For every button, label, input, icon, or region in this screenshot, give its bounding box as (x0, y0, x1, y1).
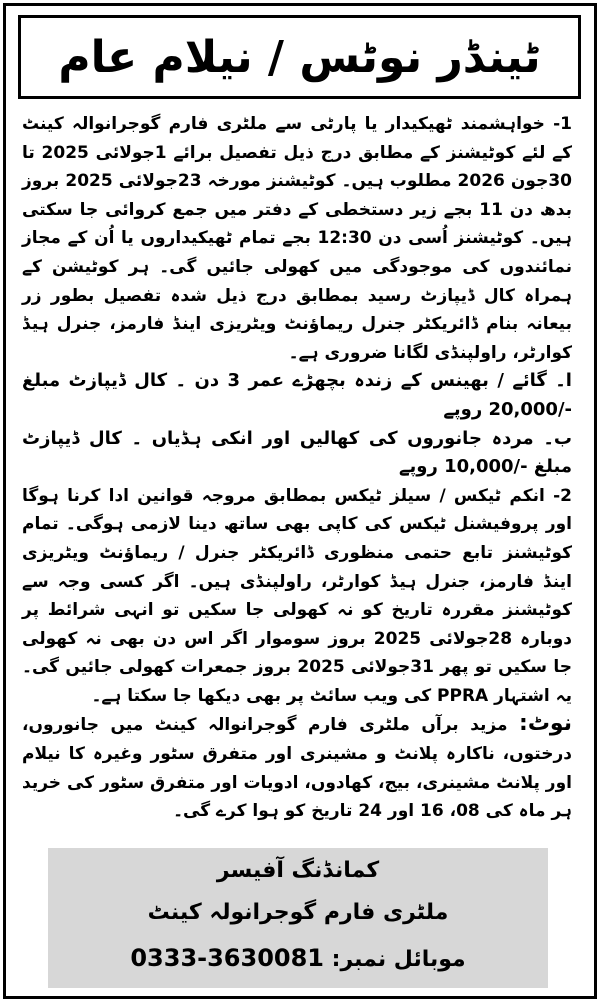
item-a: ا۔ گائے / بھینس کے زندہ بچھڑے عمر 3 دن ۔ کال ڈیپازٹ مبلغ -/20,000 روپے (22, 370, 572, 420)
note-label: نوٹ: (519, 711, 572, 737)
notice-title: ٹینڈر نوٹس / نیلام عام (58, 31, 541, 83)
contact-line (48, 944, 548, 972)
note-text: مزید برآں ملٹری فارم گوجرانوالہ کینٹ میں جانوروں، درختوں، ناکارہ پلانٹ و مشینری اور متفرق سٹور وغیرہ کا نیلام اور پلانٹ مشینری، بیج، کھادوں، ادویات اور متفرق سٹور کی خرید ہر ماہ کی 08، 16 اور 24 تاریخ کو ہوا کرے گی۔ (22, 715, 572, 822)
signature-block (48, 848, 548, 988)
paragraph-2: 2- انکم ٹیکس / سیلز ٹیکس بمطابق مروجہ قوانین ادا کرنا ہوگا اور پروفیشنل ٹیکس کی کاپی بھی ساتھ دینا لازمی ہوگی۔ تمام کوٹیشنز تابع حتمی منظوری ڈائریکٹر جنرل / ریماؤنٹ ویٹریزی اینڈ فارمز، جنرل ہیڈ کوارٹر، راولپنڈی ہیں۔ اگر کسی وجہ سے کوٹیشنز مقررہ تاریخ کو نہ کھولی جا سکیں تو انہی شرائط پر دوبارہ 28جولائی 2025 بروز سوموار اگر اس دن بھی نہ کھولی جا سکیں تو پھر 31جولائی 2025 بروز جمعرات کھولی جائیں گی۔ یہ اشتہار PPRA کی ویب سائٹ پر بھی دیکھا جا سکتا ہے۔ (22, 485, 572, 706)
note (22, 710, 572, 825)
item-b: ب۔ مردہ جانوروں کی کھالیں اور انکی ہڈیاں ۔ کال ڈیپازٹ مبلغ -/10,000 روپے (22, 427, 572, 478)
title-box (18, 15, 581, 99)
paragraph-1: 1- خواہشمند ٹھیکیدار یا پارٹی سے ملٹری فارم گوجرانوالہ کینٹ کے لئے کوٹیشنز کے مطابق درج ذیل تفصیل برائے 1جولائی 2025 تا 30جون 2026 مطلوب ہیں۔ کوٹیشنز مورخہ 23جولائی 2025 بروز بدھ دن 11 بجے زیر دستخطی کے دفتر میں جمع کروائی جا سکتی ہیں۔ کوٹیشنز اُسی دن 12:30 بجے تمام ٹھیکیداروں یا اُن کے مجاز نمائندوں کی موجودگی میں کھولی جائیں گی۔ ہر کوٹیشن کے ہمراہ کال ڈیپازٹ رسید بمطابق درج ذیل شدہ تفصیل بطور زر بیعانہ بنام ڈائریکٹر جنرل ریماؤنٹ ویٹریزی اینڈ فارمز، جنرل ہیڈ کوارٹر، راولپنڈی لگانا ضروری ہے۔ (22, 114, 573, 363)
office-name: ملٹری فارم گوجرانولہ کینٹ (147, 900, 449, 925)
notice-body (22, 110, 572, 826)
mobile-label: موبائل نمبر: (331, 947, 466, 972)
mobile-number: 0333-3630081 (130, 944, 324, 972)
designation: کمانڈنگ آفیسر (216, 858, 380, 883)
